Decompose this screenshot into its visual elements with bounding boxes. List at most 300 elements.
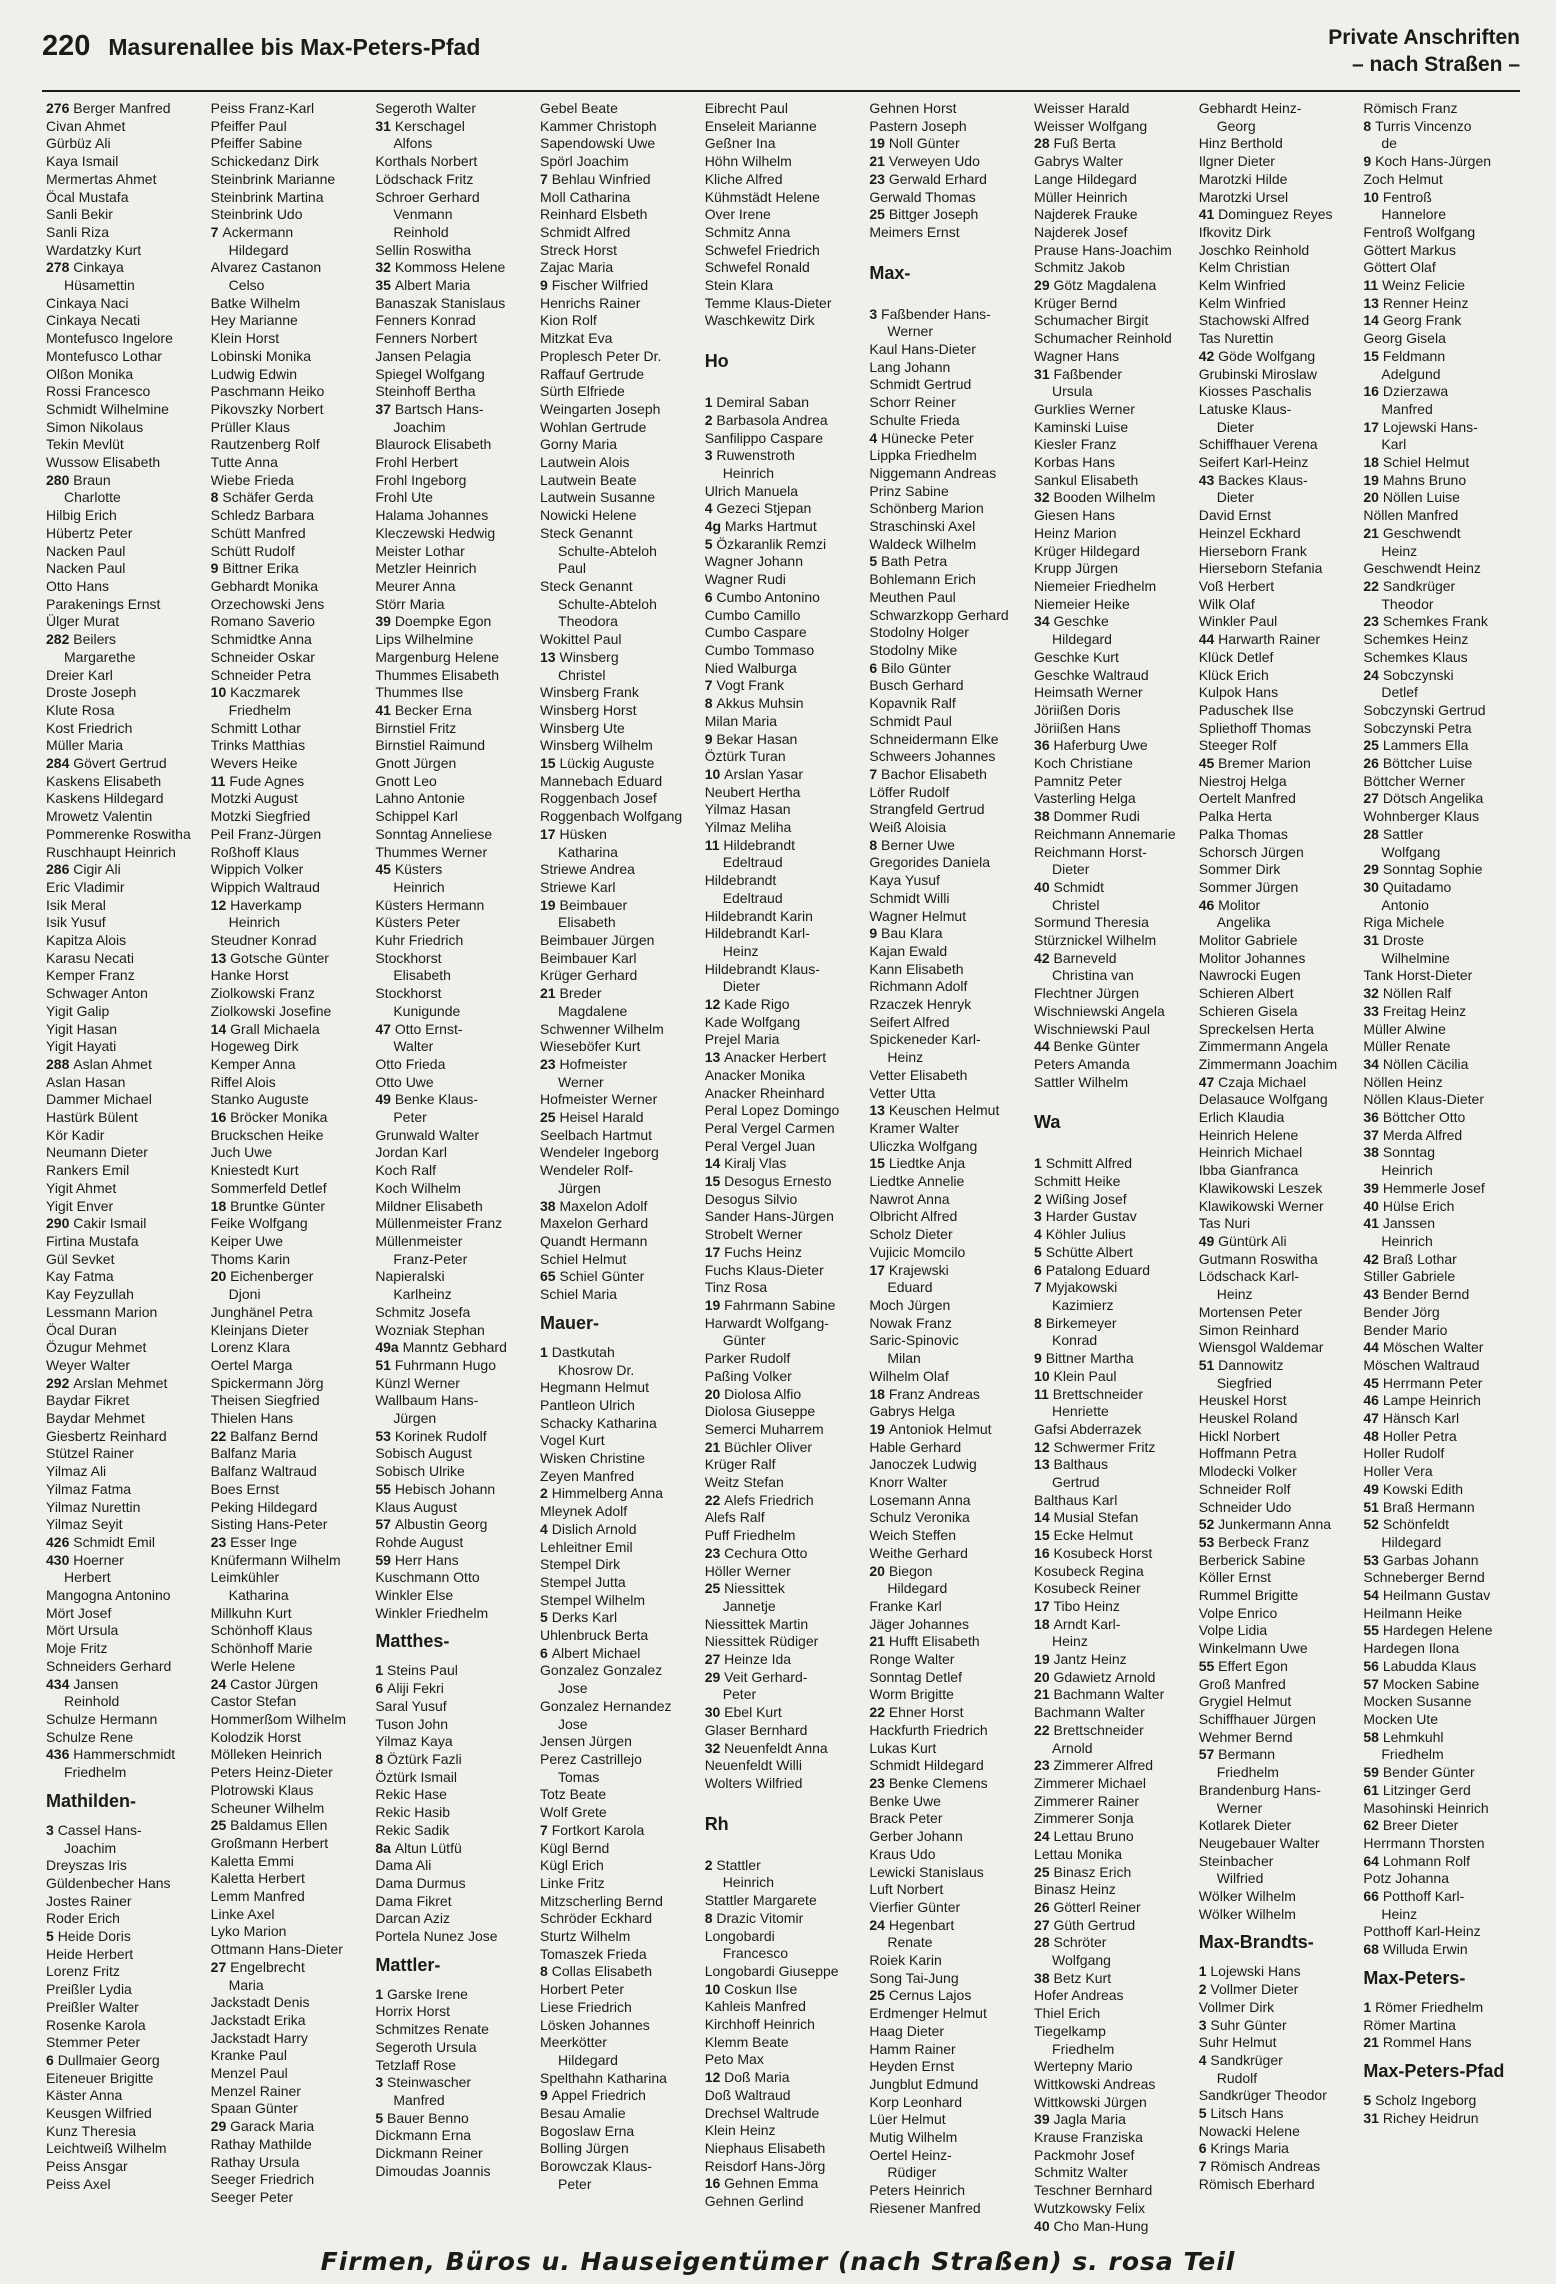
resident-entry: Koch Wilhelm — [375, 1179, 461, 1196]
resident-entry: Lüer Helmut — [869, 2111, 946, 2128]
resident-entry: Römisch Franz — [1363, 100, 1458, 116]
house-number: 28 — [1363, 825, 1383, 842]
resident-entry: Mölleken Heinrich — [210, 1746, 322, 1763]
resident-entry: Diolosa Giuseppe — [704, 1403, 816, 1420]
resident-entry: 2 Stattler — [704, 1856, 761, 1873]
resident-entry-continuation: Manfred — [393, 2091, 445, 2108]
resident-entry: Vujicic Momcilo — [869, 1243, 966, 1260]
resident-entry: Lödschack Fritz — [375, 170, 474, 187]
resident-entry: Peters Heinz-Dieter — [210, 1764, 333, 1781]
section-title-line1: Private Anschriften — [1328, 26, 1520, 49]
house-number: 6 — [869, 659, 882, 676]
resident-entry: Kaletta Emmi — [210, 1852, 294, 1869]
house-number: 8 — [704, 1909, 717, 1926]
resident-entry: 4 Köhler Julius — [1034, 1226, 1126, 1243]
resident-entry: Korthals Norbert — [375, 153, 478, 170]
street-heading: Max-Peters- — [1363, 1967, 1466, 1988]
resident-entry: Dama Fikret — [375, 1892, 452, 1909]
resident-entry: Schneider Oskar — [210, 648, 315, 665]
resident-entry: Heinz Marion — [1034, 524, 1117, 541]
resident-entry: Balfanz Maria — [210, 1445, 297, 1462]
resident-entry: 34 Nöllen Cäcilia — [1363, 1055, 1469, 1072]
resident-entry: Simon Nikolaus — [46, 418, 144, 435]
spacer — [869, 242, 1030, 254]
resident-entry: Stiller Gabriele — [1363, 1268, 1456, 1285]
resident-entry: 32 Booden Wilhelm — [1034, 489, 1156, 506]
house-number: 1 — [1034, 1155, 1046, 1172]
house-number: 22 — [1363, 577, 1383, 594]
resident-entry: Krupp Jürgen — [1034, 560, 1119, 577]
resident-entry: Göttert Markus — [1363, 241, 1456, 258]
house-number: 27 — [1363, 790, 1383, 807]
resident-entry: Neuenfeldt Willi — [704, 1757, 802, 1774]
resident-entry: Ulrich Manuela — [704, 482, 799, 499]
resident-entry: 7 Römisch Andreas — [1198, 2158, 1321, 2175]
resident-entry-continuation: Hildegard — [228, 241, 289, 258]
resident-entry: Sturtz Wilhelm — [540, 1928, 631, 1945]
resident-entry: 9 Bittner Erika — [210, 560, 299, 577]
resident-entry: Yilmaz Nurettin — [46, 1498, 141, 1515]
resident-entry: Brandenburg Hans- — [1198, 1781, 1321, 1798]
resident-entry: 53 Korinek Rudolf — [375, 1427, 487, 1444]
resident-entry: Schwefel Ronald — [704, 259, 810, 276]
resident-entry: Najderek Frauke — [1034, 206, 1138, 223]
resident-entry: 25 Bittger Joseph — [869, 206, 979, 223]
house-number: 49 — [375, 1091, 395, 1108]
resident-entry: 9 Bekar Hasan — [704, 730, 798, 747]
resident-entry-continuation: Günter — [722, 1332, 766, 1349]
resident-entry: Jackstadt Erika — [210, 2011, 306, 2028]
resident-entry: Wevers Heike — [210, 755, 298, 772]
resident-entry: 11 Hildebrandt — [704, 836, 795, 853]
house-number: 23 — [869, 1774, 889, 1791]
resident-entry: Mört Ursula — [46, 1622, 119, 1639]
resident-entry: Meimers Ernst — [869, 223, 960, 240]
resident-entry: 28 Schröter — [1034, 1934, 1107, 1951]
resident-entry: 23 Gerwald Erhard — [869, 170, 987, 187]
resident-entry: 51 Braß Hermann — [1363, 1498, 1475, 1515]
resident-entry: Lautwein Susanne — [540, 489, 656, 506]
resident-entry: 26 Götterl Reiner — [1034, 1898, 1141, 1915]
house-number: 434 — [46, 1675, 74, 1692]
house-number: 18 — [210, 1197, 231, 1214]
resident-entry-continuation: Elisabeth — [558, 914, 616, 931]
spacer — [705, 330, 866, 342]
resident-entry: Schacky Katharina — [540, 1414, 657, 1431]
house-number: 12 — [704, 996, 725, 1013]
resident-entry: 1 Lojewski Hans — [1198, 1963, 1301, 1980]
house-number: 41 — [375, 701, 395, 718]
resident-entry: 32 Nöllen Ralf — [1363, 985, 1452, 1002]
resident-entry: Schmitz Walter — [1034, 2164, 1128, 2181]
resident-entry: 23 Esser Inge — [210, 1533, 298, 1550]
resident-entry: Peil Franz-Jürgen — [210, 825, 322, 842]
resident-entry: Lettau Monika — [1034, 1845, 1122, 1862]
resident-entry: Saral Yusuf — [375, 1697, 447, 1714]
resident-entry: Gebel Beate — [540, 100, 618, 116]
resident-entry: Stempel Wilhelm — [540, 1591, 646, 1608]
resident-entry: Heinrich Michael — [1198, 1144, 1303, 1161]
resident-entry: Masohinski Heinrich — [1363, 1799, 1489, 1816]
resident-entry: 55 Hebisch Johann — [375, 1480, 496, 1497]
resident-entry: Sobisch Ulrike — [375, 1463, 465, 1480]
resident-entry: Hey Marianne — [210, 312, 298, 329]
resident-entry: Maxelon Gerhard — [540, 1215, 649, 1232]
resident-entry-continuation: Kunigunde — [393, 1002, 461, 1019]
resident-entry: Yigit Hayati — [46, 1038, 117, 1055]
resident-entry: Löffer Rudolf — [869, 783, 950, 800]
resident-entry: 10 Klein Paul — [1034, 1367, 1117, 1384]
resident-entry: Orzechowski Jens — [210, 595, 325, 612]
resident-entry: 430 Hoerner — [46, 1551, 124, 1568]
house-number: 436 — [46, 1746, 74, 1763]
house-number: 16 — [1034, 1544, 1054, 1561]
resident-entry: Otto Frieda — [375, 1055, 446, 1072]
house-number: 286 — [46, 861, 74, 878]
resident-entry: Frohl Ingeborg — [375, 471, 467, 488]
resident-entry: Peiss Ansgar — [46, 2158, 128, 2175]
resident-entry: 288 Aslan Ahmet — [46, 1055, 152, 1072]
resident-entry: Peking Hildegard — [210, 1498, 318, 1515]
resident-entry: Stodolny Mike — [869, 641, 958, 658]
directory-column-7 — [1034, 100, 1195, 2240]
resident-entry: 11 Weinz Felicie — [1363, 277, 1466, 294]
resident-entry: 37 Merda Alfred — [1363, 1126, 1463, 1143]
resident-entry: Niessittek Rüdiger — [704, 1633, 819, 1650]
section-title — [1328, 24, 1520, 78]
house-number: 19 — [1363, 471, 1383, 488]
resident-entry: Kopavnik Ralf — [869, 695, 956, 712]
resident-entry: Balfanz Waltraud — [210, 1463, 317, 1480]
resident-entry: Stützel Rainer — [46, 1445, 134, 1462]
house-number: 9 — [704, 730, 717, 747]
resident-entry: Schiffhauer Jürgen — [1198, 1710, 1316, 1727]
resident-entry: Aslan Hasan — [46, 1073, 126, 1090]
house-number: 13 — [869, 1102, 889, 1119]
resident-entry: 21 Verweyen Udo — [869, 153, 980, 170]
house-number: 31 — [1363, 932, 1383, 949]
house-number: 16 — [1363, 383, 1383, 400]
resident-entry: Schorsch Jürgen — [1198, 843, 1304, 860]
resident-entry: 3 Suhr Günter — [1198, 2016, 1287, 2033]
resident-entry: Volpe Enrico — [1198, 1604, 1278, 1621]
resident-entry: Lyko Marion — [210, 1923, 287, 1940]
resident-entry: Kotlarek Dieter — [1198, 1817, 1292, 1834]
house-number: 23 — [869, 170, 889, 187]
resident-entry: Binasz Heinz — [1034, 1881, 1116, 1898]
resident-entry: Theisen Siegfried — [210, 1392, 320, 1409]
house-number: 55 — [1363, 1622, 1383, 1639]
resident-entry: Ziolkowski Franz — [210, 985, 315, 1002]
house-number: 1 — [1363, 1998, 1376, 2015]
resident-entry-continuation: Heinrich — [393, 878, 445, 895]
house-number: 5 — [375, 2109, 388, 2126]
resident-entry-continuation: Francesco — [722, 1945, 789, 1962]
resident-entry: Benke Uwe — [869, 1792, 941, 1809]
resident-entry: Wagner Johann — [704, 553, 804, 570]
resident-entry: Wozniak Stephan — [375, 1321, 485, 1338]
resident-entry: Yigit Enver — [46, 1197, 114, 1214]
resident-entry-continuation: Wolfgang — [1052, 1952, 1111, 1969]
resident-entry: Peiss Franz-Karl — [210, 100, 315, 116]
resident-entry: 6 Albert Michael — [540, 1644, 641, 1661]
house-number: 11 — [1034, 1385, 1053, 1402]
resident-entry: Öztürk Ismail — [375, 1768, 458, 1785]
resident-entry: Oertelt Manfred — [1198, 790, 1296, 807]
resident-entry: Niemeier Heike — [1034, 595, 1130, 612]
resident-entry: 426 Schmidt Emil — [46, 1533, 155, 1550]
resident-entry: Tank Horst-Dieter — [1363, 967, 1473, 984]
house-number: 280 — [46, 471, 74, 488]
resident-entry: Batke Wilhelm — [210, 294, 301, 311]
resident-entry: 286 Cigir Ali — [46, 861, 121, 878]
resident-entry-continuation: Friedhelm — [1381, 1746, 1444, 1763]
resident-entry: 9 Bau Klara — [869, 925, 943, 942]
house-number: 5 — [1034, 1243, 1046, 1260]
resident-entry: 20 Eichenberger — [210, 1268, 314, 1285]
resident-entry: Wisken Christine — [540, 1450, 646, 1467]
resident-entry: 27 Dötsch Angelika — [1363, 790, 1484, 807]
resident-entry: 24 Castor Jürgen — [210, 1675, 319, 1692]
house-number: 6 — [704, 588, 717, 605]
resident-entry: Hierseborn Stefania — [1198, 560, 1323, 577]
spacer — [1034, 1091, 1195, 1103]
resident-entry: Jäger Johannes — [869, 1615, 969, 1632]
resident-entry: Stemmer Peter — [46, 2034, 141, 2051]
resident-entry: 9 Koch Hans-Jürgen — [1363, 153, 1492, 170]
resident-entry: Klein Horst — [210, 330, 280, 347]
resident-entry: Weitz Stefan — [704, 1474, 784, 1491]
resident-entry: Seifert Alfred — [869, 1013, 950, 1030]
resident-entry: 21 Bachmann Walter — [1034, 1686, 1165, 1703]
resident-entry: 8a Altun Lütfü — [375, 1839, 462, 1856]
house-number: 47 — [375, 1020, 395, 1037]
house-number: 17 — [1363, 418, 1383, 435]
resident-entry: Holler Rudolf — [1363, 1445, 1445, 1462]
resident-entry: Höhn Wilhelm — [704, 153, 792, 170]
directory-column-5 — [705, 100, 866, 2240]
house-number: 282 — [46, 631, 74, 648]
resident-entry: Stodolny Holger — [869, 624, 969, 641]
resident-entry: Sanli Riza — [46, 223, 110, 240]
house-number: 9 — [1363, 153, 1376, 170]
resident-entry: Neubert Hertha — [704, 783, 801, 800]
house-number: 45 — [375, 861, 395, 878]
house-number: 31 — [1363, 2109, 1383, 2126]
resident-entry-continuation: Karl — [1381, 436, 1407, 453]
resident-entry: 20 Biegon — [869, 1562, 933, 1579]
resident-entry: Jensen Jürgen — [540, 1733, 632, 1750]
resident-entry: Roder Erich — [46, 1910, 120, 1927]
resident-entry: 44 Harwarth Rainer — [1198, 631, 1321, 648]
resident-entry: Dreyszas Iris — [46, 1857, 127, 1874]
resident-entry: Riga Michele — [1363, 914, 1445, 931]
house-number: 13 — [704, 1049, 725, 1066]
resident-entry: 2 Vollmer Dieter — [1198, 1981, 1299, 1998]
resident-entry: Molitor Johannes — [1198, 949, 1306, 966]
resident-entry: Erdmenger Helmut — [869, 2005, 987, 2022]
resident-entry: Heilmann Heike — [1363, 1604, 1463, 1621]
house-number: 51 — [375, 1356, 395, 1373]
resident-entry: 1 Schmitt Alfred — [1034, 1155, 1133, 1172]
resident-entry: Motzki Siegfried — [210, 808, 311, 825]
resident-entry: Tas Nurettin — [1198, 330, 1274, 347]
resident-entry-continuation: Jürgen — [393, 1410, 437, 1427]
resident-entry: Roßhoff Klaus — [210, 843, 300, 860]
resident-entry: Geschke Kurt — [1034, 648, 1119, 665]
resident-entry: Pikovszky Norbert — [210, 400, 324, 417]
resident-entry: Pastern Joseph — [869, 117, 967, 134]
house-number: 41 — [1363, 1215, 1383, 1232]
resident-entry: Beimbauer Jürgen — [540, 932, 655, 949]
house-number: 29 — [210, 2118, 231, 2135]
house-number: 52 — [1363, 1516, 1383, 1533]
house-number: 9 — [869, 925, 882, 942]
resident-entry: Krüger Gerhard — [540, 967, 638, 984]
resident-entry: Knüfermann Wilhelm — [210, 1551, 341, 1568]
house-number: 21 — [704, 1438, 725, 1455]
resident-entry: 34 Geschke — [1034, 613, 1109, 630]
house-number: 16 — [210, 1109, 231, 1126]
resident-entry: Steinbrink Marianne — [210, 170, 336, 187]
resident-entry: 14 Georg Frank — [1363, 312, 1462, 329]
house-number: 24 — [210, 1675, 231, 1692]
resident-entry: Rosenke Karola — [46, 2016, 146, 2033]
resident-entry: Stattler Margarete — [704, 1892, 817, 1909]
resident-entry: 8 Turris Vincenzo — [1363, 117, 1472, 134]
resident-entry: Schneberger Bernd — [1363, 1569, 1485, 1586]
resident-entry: Banaszak Stanislaus — [375, 294, 506, 311]
house-number: 62 — [1363, 1817, 1383, 1834]
resident-entry: 276 Berger Manfred — [46, 100, 171, 116]
house-number: 18 — [1363, 454, 1383, 471]
resident-entry: Kniestedt Kurt — [210, 1162, 299, 1179]
resident-entry: Drechsel Waltrude — [704, 2104, 820, 2121]
resident-entry: Gnott Leo — [375, 772, 437, 789]
resident-entry: 26 Böttcher Luise — [1363, 755, 1473, 772]
resident-entry: 16 Kosubeck Horst — [1034, 1544, 1153, 1561]
resident-entry-continuation: Georg — [1216, 117, 1256, 134]
resident-entry: 8 Schäfer Gerda — [210, 489, 314, 506]
resident-entry: Wittkowski Andreas — [1034, 2075, 1156, 2092]
resident-entry: Neugebauer Walter — [1198, 1834, 1320, 1851]
resident-entry: Kelm Winfried — [1198, 277, 1286, 294]
resident-entry: Rekic Hase — [375, 1786, 447, 1803]
resident-entry: Niemeier Friedhelm — [1034, 577, 1157, 594]
resident-entry: Spiegel Wolfgang — [375, 365, 485, 382]
house-number: 7 — [1034, 1279, 1046, 1296]
resident-entry: Thummes Ilse — [375, 684, 464, 701]
resident-entry-continuation: Peter — [722, 1686, 757, 1703]
resident-entry: Nied Walburga — [704, 659, 797, 676]
resident-entry-continuation: Heinrich — [1381, 1162, 1433, 1179]
resident-entry: Kolodzik Horst — [210, 1728, 301, 1745]
resident-entry: Eiteneuer Brigitte — [46, 2069, 154, 2086]
street-heading: Matthes- — [375, 1631, 450, 1652]
house-number: 4 — [1198, 2051, 1211, 2068]
resident-entry: 19 Jantz Heinz — [1034, 1651, 1127, 1668]
resident-entry: Wiebe Frieda — [210, 471, 294, 488]
resident-entry: Portela Nunez Jose — [375, 1928, 498, 1945]
resident-entry: Mildner Elisabeth — [375, 1197, 483, 1214]
resident-entry-continuation: Tomas — [558, 1768, 600, 1785]
house-number: 46 — [1363, 1392, 1383, 1409]
resident-entry-continuation: Henriette — [1052, 1403, 1109, 1420]
resident-entry-continuation: Heinrich — [722, 464, 775, 481]
resident-entry-continuation: Theodora — [558, 613, 618, 630]
resident-entry: Striewe Karl — [540, 878, 616, 895]
resident-entry: Thummes Elisabeth — [375, 666, 500, 683]
house-number: 55 — [375, 1480, 395, 1497]
resident-entry: 9 Fischer Wilfried — [540, 277, 649, 294]
resident-entry: Najderek Josef — [1034, 223, 1128, 240]
resident-entry: 45 Bremer Marion — [1198, 755, 1311, 772]
resident-entry: Doß Waltraud — [704, 2086, 791, 2103]
resident-entry: Spreckelsen Herta — [1198, 1020, 1314, 1037]
resident-entry: Margenburg Helene — [375, 648, 500, 665]
house-number: 68 — [1363, 1941, 1383, 1958]
house-number: 42 — [1363, 1250, 1383, 1267]
resident-entry: Schmitz Josefa — [375, 1303, 471, 1320]
resident-entry: Lemm Manfred — [210, 1888, 305, 1905]
resident-entry: 57 Mocken Sabine — [1363, 1675, 1480, 1692]
resident-entry: Rautzenberg Rolf — [210, 436, 320, 453]
resident-entry: Dreier Karl — [46, 666, 113, 683]
resident-entry: 45 Küsters — [375, 861, 443, 878]
resident-entry: Paßing Volker — [704, 1367, 792, 1384]
resident-entry: Schulze Rene — [46, 1728, 134, 1745]
house-number: 38 — [1034, 808, 1054, 825]
resident-entry: Gehnen Horst — [869, 100, 957, 116]
resident-entry: 19 Antoniok Helmut — [869, 1420, 992, 1437]
resident-entry: Lösken Johannes — [540, 2016, 650, 2033]
resident-entry: Weithe Gerhard — [869, 1544, 968, 1561]
resident-entry: Potthoff Karl-Heinz — [1363, 1923, 1481, 1940]
resident-entry: Hoffmann Petra — [1198, 1445, 1297, 1462]
resident-entry: 5 Bauer Benno — [375, 2109, 469, 2126]
resident-entry: 13 Renner Heinz — [1363, 294, 1469, 311]
resident-entry: 21 Rommel Hans — [1363, 2034, 1472, 2051]
resident-entry: 23 Zimmerer Alfred — [1034, 1757, 1154, 1774]
resident-entry: 16 Dzierzawa — [1363, 383, 1449, 400]
house-number: 40 — [1363, 1197, 1383, 1214]
house-number: 15 — [1363, 347, 1383, 364]
resident-entry: Glaser Bernhard — [704, 1721, 808, 1738]
resident-entry: Preißler Walter — [46, 1998, 139, 2015]
resident-entry: 46 Lampe Heinrich — [1363, 1392, 1481, 1409]
resident-entry: Hilbig Erich — [46, 507, 117, 524]
resident-entry: Millkuhn Kurt — [210, 1604, 292, 1621]
resident-entry-continuation: Hüsamettin — [64, 277, 135, 294]
resident-entry: 22 Alefs Friedrich — [704, 1491, 814, 1508]
resident-entry: Yigit Hasan — [46, 1020, 118, 1037]
house-number: 1 — [375, 1662, 388, 1679]
resident-entry: Wutzkowsky Felix — [1034, 2199, 1146, 2216]
resident-entry-continuation: Heinrich — [722, 1874, 775, 1891]
house-number: 23 — [1034, 1757, 1054, 1774]
resident-entry: 33 Freitag Heinz — [1363, 1002, 1467, 1019]
resident-entry: Sonntag Anneliese — [375, 825, 493, 842]
house-number: 28 — [1034, 1934, 1054, 1951]
resident-entry: Kleinjans Dieter — [210, 1321, 309, 1338]
house-number: 25 — [704, 1580, 725, 1597]
house-number: 8 — [540, 1963, 552, 1980]
resident-entry: Geschke Waltraud — [1034, 666, 1149, 683]
resident-entry: 38 Betz Kurt — [1034, 1969, 1112, 1986]
resident-entry: Tutte Anna — [210, 454, 278, 471]
resident-entry-continuation: Dieter — [1052, 861, 1090, 878]
resident-entry: 40 Cho Man-Hung — [1034, 2217, 1149, 2234]
